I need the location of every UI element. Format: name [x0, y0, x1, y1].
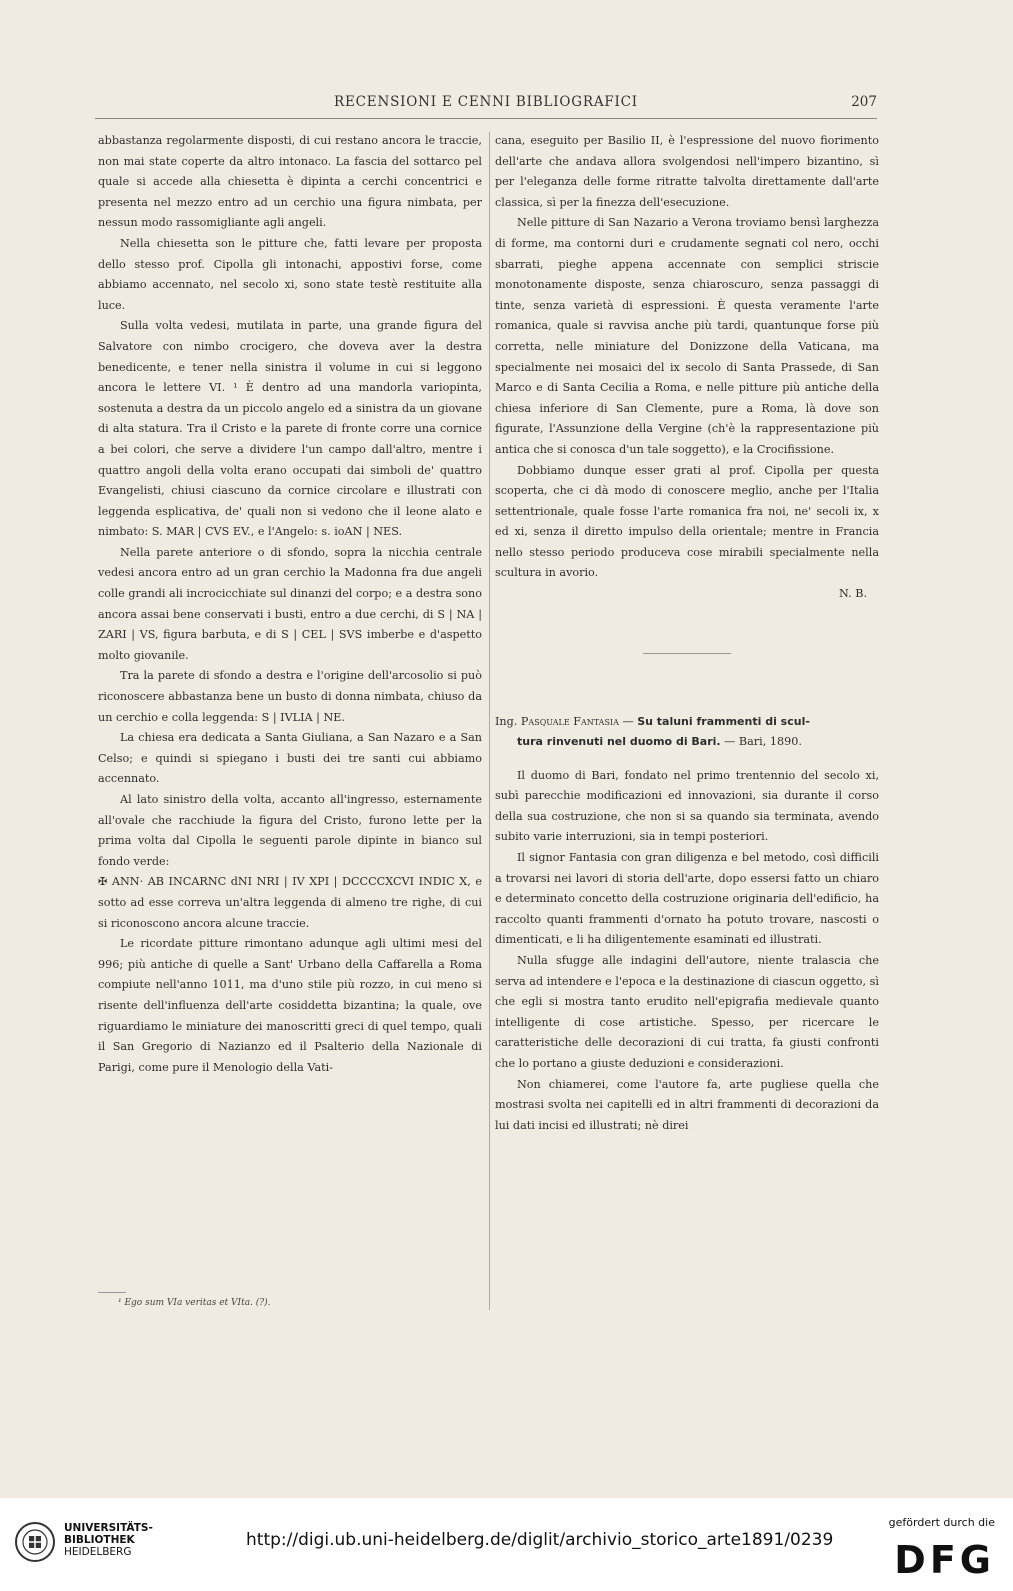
inscription-paragraph: ✠ ANN· AB INCARNC dNI NRI | IV XPI | DCCCCXCVI INDIC X, e sotto ad esse correva un'altra leggenda di almeno tre righe, di cui si riconoscono ancora alcune traccie.	[98, 875, 482, 930]
running-title: RECENSIONI E CENNI BIBLIOGRAFICI	[334, 94, 638, 110]
footnote-rule	[98, 1292, 126, 1293]
signature: N. B.	[839, 587, 867, 601]
running-header	[95, 90, 877, 119]
review-dash: —	[622, 714, 634, 728]
review-heading	[495, 712, 879, 752]
paragraph: Sulla volta vedesi, mutilata in parte, una grande figura del Salvatore con nimbo crocigero, che doveva aver la destra benedicente, e tener nella sinistra il volume in cui si leggono ancora le lettere VI. ¹ È dentro ad una mandorla variopinta, sostenuta a destra da un piccolo angelo ed a sinistra da un giovane di alta statura. Tra il Cristo e la parete di fronte corre una cornice a bei colori, che serve a dividere l'un campo dall'altro, mentre i quattro angoli della volta erano occupati dai simboli de' quattro Evangelisti, chiusi ciascuno da cornice circolare e illustrati con leggenda esplicativa, de' quali non si vedono che il leone alato e nimbato: S. MAR | CVS EV., e l'Angelo: s. ioAN | NES.	[98, 319, 482, 539]
paragraph: Il duomo di Bari, fondato nel primo trentennio del secolo xi, subì parecchie modificazioni ed innovazioni, sia durante il corso della sua costruzione, che non si sa quando sia terminata, avendo subito varie interruzioni, sia in tempi posteriori.	[495, 768, 879, 844]
paragraph: Dobbiamo dunque esser grati al prof. Cipolla per questa scoperta, che ci dà modo di conoscere meglio, anche per l'Italia settentrionale, quale fosse l'arte romanica fra noi, ne' secoli ix, x ed xi, senza il diretto impulso della orientale; mentre in Francia nello stesso periodo produceva cose mirabili specialmente nella scultura in avorio.	[495, 463, 879, 580]
paragraph: Il signor Fantasia con gran diligenza e bel metodo, così difficili a trovarsi nei lavori di storia dell'arte, dopo essersi fatto un chiaro e determinato concetto della costruzione originaria dell'edificio, ha raccolto quanti frammenti d'ornato ha potuto trovare, nascosti o dimenticati, e li ha diligentemente esaminati ed illustrati.	[495, 851, 879, 947]
page-number: 207	[851, 94, 877, 110]
footnote: ¹ Ego sum VIa veritas et VIta. (?).	[118, 1298, 271, 1308]
paragraph: cana, eseguito per Basilio II, è l'espressione del nuovo fiorimento dell'arte che andava allora svolgendosi nell'impero bizantino, sì per l'eleganza delle forme ritratte talvolta direttamente dall'arte classica, sì per la finezza dell'esecuzione.	[495, 134, 879, 209]
review-title-part2: tura rinvenuti nel duomo di Bari.	[517, 734, 721, 748]
paragraph: Nelle pitture di San Nazario a Verona troviamo bensì larghezza di forme, ma contorni duri e crudamente segnati col nero, occhi sbarrati, pieghe appena accennate con semplici striscie monotonamente disposte, senza chiaroscuro, senza passaggi di tinte, senza varietà di espressioni. È questa veramente l'arte romanica, quale si ravvisa anche più tardi, quantunque forse più corretta, nelle miniature del Donizzone della Vaticana, ma specialmente nei mosaici del ix secolo di Santa Prassede, di San Marco e di Santa Cecilia a Roma, e nelle pitture più antiche della chiesa inferiore di San Clemente, pure a Roma, là dove son figurate, l'Assunzione della Vergine (ch'è la rappresentazione più antica che si conosca d'un tale soggetto), e la Crocifissione.	[495, 216, 879, 456]
dfg-logo: DFG	[894, 1538, 995, 1582]
library-name: UNIVERSITÄTS- BIBLIOTHEK HEIDELBERG	[64, 1522, 153, 1558]
paragraph: Le ricordate pitture rimontano adunque agli ultimi mesi del 996; più antiche di quelle a Sant' Urbano della Caffarella a Roma compiute nell'anno 1011, ma d'uno stile più rozzo, in cui meno si risente dell'influenza dell'arte cosiddetta bizantina; la quale, ove riguardiamo le miniature dei manoscritti greci di quel tempo, quali il San Gregorio di Nazianzo ed il Psalterio della Nazionale di Parigi, come pure il Menologio della Vati-	[98, 937, 482, 1074]
footer-bar	[0, 1498, 1013, 1591]
paragraph: Nella parete anteriore o di sfondo, sopra la nicchia centrale vedesi ancora entro ad un gran cerchio la Madonna fra due angeli colle grandi ali incrocicchiate sul dinanzi del corpo; e a destra sono ancora assai bene conservati i busti, entro a due cerchi, di S | NA | ZARI | VS, figura barbuta, e di S | CEL | SVS imberbe e d'aspetto molto giovanile.	[98, 545, 482, 662]
funder-label: gefördert durch die	[888, 1516, 995, 1529]
paragraph: abbastanza regolarmente disposti, di cui restano ancora le traccie, non mai state coperte da altro intonaco. La fascia del sottarco pel quale si accede alla chiesetta è dipinta a cerchi concentrici e presenta nel mezzo entro ad un cerchio una figura nimbata, per nessun modo rassomigliante agli angeli.	[98, 134, 482, 230]
column-divider	[489, 132, 490, 1310]
paragraph: Al lato sinistro della volta, accanto all'ingresso, esternamente all'ovale che racchiude la figura del Cristo, furono lette per la prima volta dal Cipolla le seguenti parole dipinte in bianco sul fondo verde:	[98, 793, 482, 868]
paragraph: Non chiamerei, come l'autore fa, arte pugliese quella che mostrasi svolta nei capitelli ed in altri frammenti di decorazioni da lui dati incisi ed illustrati; nè direi	[495, 1077, 879, 1132]
review-title-part1: Su taluni frammenti di scul-	[637, 714, 810, 728]
source-url-link[interactable]: http://digi.ub.uni-heidelberg.de/diglit/archivio_storico_arte1891/0239	[246, 1530, 834, 1550]
review-prefix: Ing.	[495, 714, 518, 728]
review-author: Pasquale Fantasia	[520, 714, 619, 728]
left-column	[98, 131, 482, 1078]
library-seal-icon	[14, 1520, 56, 1564]
paragraph: La chiesa era dedicata a Santa Giuliana, a San Nazaro e a San Celso; e quindi si spiegano i busti dei tre santi cui abbiamo accennato.	[98, 731, 482, 786]
paragraph: Nulla sfugge alle indagini dell'autore, niente tralascia che serva ad intendere e l'epoca e la destinazione di ciascun oggetto, sì che egli si mostra tanto erudito nell'epigrafia medievale quanto intelligente di cose artistiche. Spesso, per ricercare le caratteristiche delle decorazioni di cui tratta, fa giusti confronti che lo portano a giuste deduzioni e considerazioni.	[495, 954, 879, 1070]
review-place-year: — Bari, 1890.	[724, 734, 802, 748]
right-column	[495, 131, 879, 1136]
paragraph: Nella chiesetta son le pitture che, fatti levare per proposta dello stesso prof. Cipolla gli intonachi, appostivi forse, come abbiamo accennato, nel secolo xi, sono state testè restituite alla luce.	[98, 236, 482, 312]
paragraph: Tra la parete di sfondo a destra e l'origine dell'arcosolio si può riconoscere abbastanza bene un busto di donna nimbata, chiuso da un cerchio e colla leggenda: S | IVLIA | NE.	[98, 669, 482, 724]
section-rule	[643, 653, 731, 654]
